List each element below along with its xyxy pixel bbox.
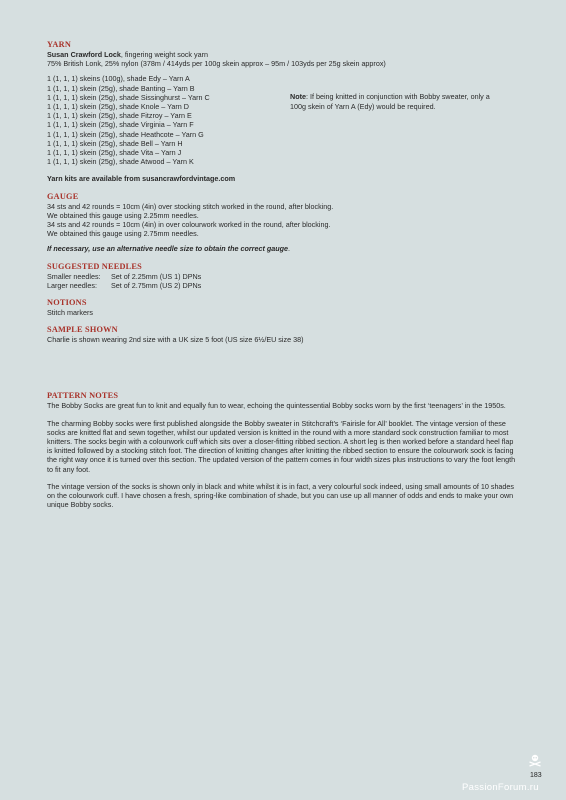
- gauge-section: [47, 192, 537, 254]
- gauge-line: 34 sts and 42 rounds = 10cm (4in) over stocking stitch worked in the round, after blocking.: [47, 201, 334, 211]
- needles-section: [47, 262, 537, 290]
- yarn-note-text: : If being knitted in conjunction with Bobby sweater, only a 100g skein of Yarn A (Edy) would be required.: [290, 92, 490, 111]
- yarn-shade-list: [47, 74, 537, 166]
- yarn-kits: Yarn kits are available from susancrawfordvintage.com: [47, 174, 236, 184]
- watermark: PassionForum.ru: [462, 782, 539, 793]
- notions-section: [47, 298, 537, 317]
- yarn-shade: 1 (1, 1, 1) skein (25g), shade Fitzroy – Yarn E: [47, 111, 192, 121]
- yarn-shade: 1 (1, 1, 1) skein (25g), shade Atwood – Yarn K: [47, 157, 194, 167]
- pattern-notes-paragraph: The charming Bobby socks were first published alongside the Bobby sweater in Stitchcraft’s ‘Fairisle for All’ booklet. The vintage version of these socks are knitted flat and sewn together, whilst our updated version is knitted in the round with a more standard sock construction familiar to most knitters. The socks begin with a colourwork cuff which sits over a closer-fitting ribbed section. A short leg is then worked before a standard heel flap is knitted followed by a stocking stitch foot. The direction of knitting changes after knitting the ribbed section to ensure the colourwork sock is facing the right way once it is turned over this section. The updated version of the pattern comes in four width sizes plus instructions to vary the foot length to fit any foot.: [47, 418, 516, 474]
- page-number: 183: [530, 772, 542, 779]
- yarn-shade: 1 (1, 1, 1) skein (25g), shade Sissinghurst – Yarn C: [47, 92, 210, 102]
- needle-value: Set of 2.25mm (US 1) DPNs: [111, 271, 202, 281]
- skull-crossbones-icon: [527, 752, 543, 773]
- sample-heading: SAMPLE SHOWN: [47, 325, 118, 335]
- yarn-shade: 1 (1, 1, 1) skeins (100g), shade Edy – Yarn A: [47, 74, 190, 84]
- yarn-note: [290, 92, 505, 110]
- gauge-line: We obtained this gauge using 2.75mm needles.: [47, 229, 199, 239]
- needle-label: Larger needles:: [47, 280, 97, 290]
- gauge-line: 34 sts and 42 rounds = 10cm (4in) in over colourwork worked in the round, after blocking.: [47, 220, 331, 230]
- gauge-line: We obtained this gauge using 2.25mm needles.: [47, 210, 199, 220]
- yarn-shade: 1 (1, 1, 1) skein (25g), shade Vita – Yarn J: [47, 148, 182, 158]
- pattern-notes-heading: PATTERN NOTES: [47, 391, 119, 401]
- pattern-notes-paragraph: The vintage version of the socks is shown only in black and white whilst it is in fact, a very colourful sock indeed, using small amounts of 10 shades on the colourwork cuff. I have chosen a fresh, spring-like combination of shade, but you can use up all manner of odds and ends to make your own unique Bobby socks.: [47, 481, 515, 510]
- yarn-brand-rest: , fingering weight sock yarn: [120, 50, 208, 59]
- needle-row: [47, 281, 537, 290]
- notions-heading: NOTIONS: [47, 298, 87, 308]
- notions-text: Stitch markers: [47, 308, 93, 318]
- gauge-warning-end: .: [288, 244, 290, 254]
- needle-label: Smaller needles:: [47, 271, 101, 281]
- yarn-shades-block: [47, 74, 537, 166]
- gauge-heading: GAUGE: [47, 191, 79, 201]
- sample-section: [47, 325, 537, 344]
- pattern-notes-section: [47, 391, 537, 509]
- yarn-brand: Susan Crawford Lock: [47, 50, 121, 59]
- yarn-shade: 1 (1, 1, 1) skein (25g), shade Banting – Yarn B: [47, 83, 195, 93]
- pattern-page: [47, 40, 537, 510]
- gauge-warning-line: [47, 244, 537, 253]
- yarn-brand-line: [47, 50, 537, 59]
- sample-text: Charlie is shown wearing 2nd size with a UK size 5 foot (US size 6½/EU size 38): [47, 335, 304, 345]
- needle-row: [47, 272, 537, 281]
- yarn-shade: 1 (1, 1, 1) skein (25g), shade Bell – Yarn H: [47, 138, 183, 148]
- yarn-heading: YARN: [47, 40, 72, 49]
- yarn-shade: 1 (1, 1, 1) skein (25g), shade Virginia – Yarn F: [47, 120, 194, 130]
- gauge-warning: If necessary, use an alternative needle size to obtain the correct gauge: [47, 244, 288, 254]
- yarn-section: [47, 40, 537, 184]
- needles-heading: SUGGESTED NEEDLES: [47, 261, 142, 271]
- yarn-composition: 75% British Lonk, 25% nylon (378m / 414yds per 100g skein approx – 95m / 103yds per 25g skein approx): [47, 59, 386, 69]
- pattern-notes-paragraph: The Bobby Socks are great fun to knit and equally fun to wear, echoing the quintessential Bobby socks worn by the first ‘teenagers’ in the 1950s.: [47, 401, 506, 411]
- yarn-note-label: Note: [290, 92, 306, 102]
- yarn-shade: 1 (1, 1, 1) skein (25g), shade Heathcote – Yarn G: [47, 129, 204, 139]
- needle-value: Set of 2.75mm (US 2) DPNs: [111, 280, 202, 290]
- yarn-shade: 1 (1, 1, 1) skein (25g), shade Knole – Yarn D: [47, 102, 189, 112]
